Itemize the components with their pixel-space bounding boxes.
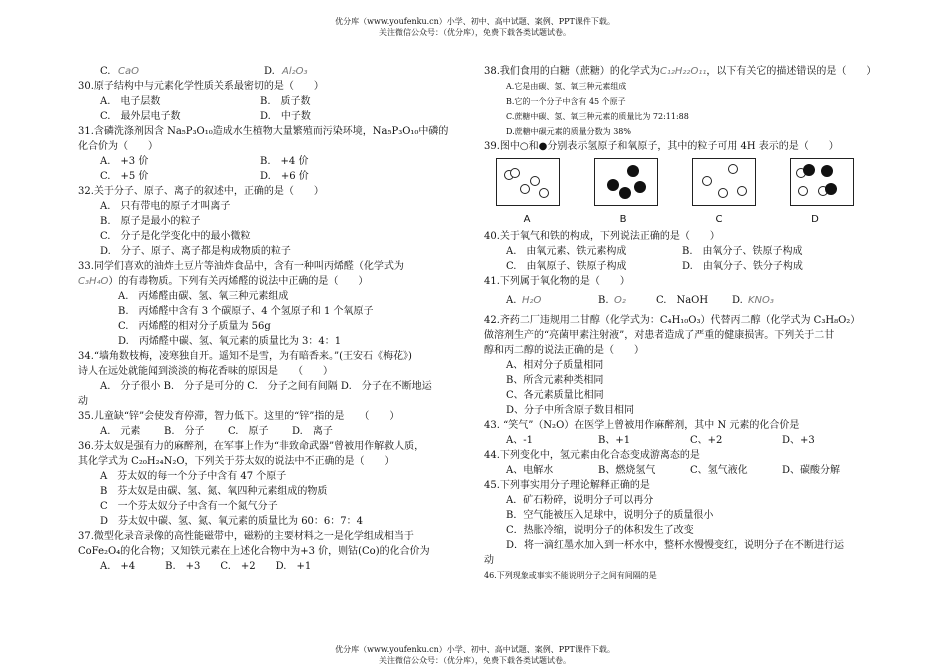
q40-options-cd [484, 259, 882, 274]
q42-option-b: B、所含元素种类相同 [506, 375, 604, 386]
q45-option-c: C．热胀冷缩，说明分子的体积发生了改变 [506, 525, 694, 536]
q44-stem: 44.下列变化中，氢元素由化合态变成游离态的是 [484, 450, 700, 461]
q45-option-a: A．矿石粉碎，说明分子可以再分 [506, 495, 654, 506]
q43-option-a: A、-1 [506, 435, 533, 446]
q41-options [484, 289, 882, 313]
q33-stem-line-2 [78, 274, 476, 289]
q42-stem-line-3: 醇和丙二醇的说法正确的是（ ） [484, 345, 644, 356]
q42-option-a: A、相对分子质量相同 [506, 360, 604, 371]
q35-option-c: C. 原子 [228, 426, 269, 437]
diagram-b-atoms [595, 159, 657, 205]
q44-option-d: D、碳酸分解 [782, 465, 841, 476]
q43-options [484, 433, 882, 448]
q35-stem: 35.儿童缺“锌”会使发育停滞，智力低下。这里的“锌”指的是 （ ） [78, 411, 400, 422]
q38-option-d: D.蔗糖中碳元素的质量分数为 38% [506, 127, 631, 136]
q35-options [78, 424, 476, 439]
q42-option-c: C、各元素质量比相同 [506, 390, 604, 401]
q31-option-b: B. +4 价 [260, 156, 309, 167]
diagram-c-atoms [693, 159, 755, 205]
q36-option-b: B 芬太奴是由碳、氢、氮、氧四种元素组成的物质 [100, 486, 328, 497]
q38-stem-tail: ，以下有关它的描述错误的是（ ） [706, 66, 877, 77]
q39-diagram-b [594, 158, 658, 206]
q38-stem [484, 64, 882, 79]
q38-formula: C₁₂H₂₂O₁₁ [659, 66, 707, 77]
q40-options-ab [484, 244, 882, 259]
q40-option-b: B. 由氧分子、铁原子构成 [682, 246, 803, 257]
q41-b-formula: O₂ [614, 295, 626, 306]
q35-option-b: B. 分子 [164, 426, 205, 437]
q36-option-d: D 芬太奴中碳、氢、氮、氧元素的质量比为 60：6：7：4 [100, 516, 364, 527]
q40-option-c: C. 由氧原子、铁原子构成 [506, 261, 627, 272]
q33-option-c: C. 丙烯醛的相对分子质量为 56g [118, 321, 271, 332]
q39-label-c: C [715, 214, 723, 225]
q37-stem-line-1: 37.微型化录音录像的高性能磁带中，磁粉的主要材料之一是化学组成相当于 [78, 531, 414, 542]
q32-option-a: A. 只有带电的原子才叫离子 [100, 201, 231, 212]
q42-option-d: D、分子中所含原子数目相同 [506, 405, 635, 416]
q31-options-cd [78, 169, 476, 184]
header-line-2: 关注微信公众号：（优分库），免费下载各类试题试卷。 [379, 28, 571, 37]
q39-label-a: A [523, 214, 531, 225]
q45-option-d-wrap: 动 [484, 555, 494, 566]
q29-c-formula: CaO [118, 66, 139, 77]
q46-stem: 46.下列现象或事实不能说明分子之间有间隔的是 [484, 571, 657, 580]
page-header [0, 16, 950, 38]
q30-stem: 30.原子结构中与元素化学性质关系最密切的是（ ） [78, 81, 324, 92]
q30-options-ab [78, 94, 476, 109]
q38-option-c: C.蔗糖中碳、氢、氧三种元素的质量比为 72:11:88 [506, 112, 689, 121]
header-line-1: 优分库（www.youfenku.cn）小学、初中、高中试题、案例、PPT课件下载。 [335, 17, 615, 26]
q41-b-label: B. [598, 295, 609, 306]
q33-option-a: A. 丙烯醛由碳、氢、氧三种元素组成 [118, 291, 289, 302]
q31-stem-line-2: 化合价为（ ） [78, 141, 158, 152]
q34-stem-line-1: 34.“墙角数枝梅，凌寒独自开。遥知不是雪，为有暗香来。”(王安石《梅花》) [78, 351, 412, 362]
q41-a-formula: H₂O [522, 295, 542, 306]
q40-option-a: A. 由氧元素、铁元素构成 [506, 246, 627, 257]
q36-option-a: A 芬太奴的每一个分子中含有 47 个原子 [100, 471, 287, 482]
q38-option-b: B.它的一个分子中含有 45 个原子 [506, 97, 626, 106]
q33-option-b: B. 丙烯醛中含有 3 个碳原子、4 个氢原子和 1 个氧原子 [118, 306, 374, 317]
q43-option-c: C、+2 [690, 435, 723, 446]
q40-option-d: D. 由氧分子、铁分子构成 [682, 261, 803, 272]
q39-diagram-c [692, 158, 756, 206]
q39-label-d: D [811, 214, 819, 225]
right-column [484, 64, 882, 583]
q41-d-formula: KNO₃ [748, 295, 774, 306]
diagram-d-atoms [791, 159, 853, 205]
footer-line-2: 关注微信公众号：（优分库），免费下载各类试题试卷。 [379, 656, 571, 665]
q33-formula: C₃H₄O [78, 276, 109, 287]
q30-options-cd [78, 109, 476, 124]
q32-option-c: C. 分子是化学变化中的最小微粒 [100, 231, 251, 242]
q29-c-label: C. [100, 66, 111, 77]
q41-option-c: C. NaOH [656, 295, 709, 306]
q36-stem-line-2: 其化学式为 C₂₀H₂₄N₂O，下列关于芬太奴的说法中不正确的是（ ） [78, 456, 395, 467]
q30-option-d: D. 中子数 [260, 111, 311, 122]
q45-option-b: B．空气能被压入足球中，说明分子的质量很小 [506, 510, 714, 521]
q33-stem-line-1: 33.同学们喜欢的油炸土豆片等油炸食品中，含有一种叫丙烯醛（化学式为 [78, 261, 404, 272]
q35-option-a: A. 元素 [100, 426, 141, 437]
q42-stem-line-2: 做溶剂生产的“亮菌甲素注射液”，对患者造成了严重的健康损害。下列关于二甘 [484, 330, 835, 341]
q31-stem-line-1: 31.含磷洗涤剂因含 Na₅P₃O₁₀造成水生植物大量繁殖而污染环境，Na₅P₃O₁₀中磷的 [78, 126, 449, 137]
q45-stem: 45.下列事实用分子理论解释正确的是 [484, 480, 650, 491]
diagram-a-atoms [497, 159, 559, 205]
q44-option-b: B、燃烧氢气 [598, 465, 656, 476]
q37-stem-line-2: CoFe₂O₄的化合物；又知铁元素在上述化合物中为+3 价，则钴(Co)的化合价为 [78, 546, 430, 557]
q44-options [484, 463, 882, 478]
q31-options-ab [78, 154, 476, 169]
q30-option-b: B. 质子数 [260, 96, 311, 107]
q30-option-a: A. 电子层数 [100, 96, 161, 107]
q31-option-a: A. +3 价 [100, 156, 149, 167]
q33-option-d: D. 丙烯醛中碳、氢、氧元素的质量比为 3：4：1 [118, 336, 342, 347]
q41-d-label: D. [732, 295, 743, 306]
q34-options: A. 分子很小 B. 分子是可分的 C. 分子之间有间隔 D. 分子在不断地运 [100, 381, 432, 392]
q37-options: A. +4 B. +3 C. +2 D. +1 [100, 561, 312, 572]
q33-stem-tail: ）的有毒物质。下列有关丙烯醛的说法中正确的是（ ） [108, 276, 369, 287]
q29-options-cd [78, 64, 476, 79]
q31-option-d: D. +6 价 [260, 171, 309, 182]
footer-line-1: 优分库（www.youfenku.cn）小学、初中、高中试题、案例、PPT课件下载。 [335, 645, 615, 654]
q38-stem-head: 38.我们食用的白糖（蔗糖）的化学式为 [484, 66, 660, 77]
q39-diagram-labels [496, 214, 882, 225]
q44-option-a: A、电解水 [506, 465, 554, 476]
q43-option-d: D、+3 [782, 435, 815, 446]
q43-option-b: B、+1 [598, 435, 631, 446]
q39-diagram-a [496, 158, 560, 206]
q44-option-c: C、氢气液化 [690, 465, 748, 476]
q45-option-d: D．将一滴红墨水加入到一杯水中，整杯水慢慢变红，说明分子在不断进行运 [506, 540, 845, 551]
q35-option-d: D. 离子 [292, 426, 333, 437]
q41-stem: 41.下列属于氧化物的是（ ） [484, 276, 630, 287]
q29-d-label: D. [264, 66, 275, 77]
q29-d-formula: Al₂O₃ [282, 66, 308, 77]
q42-stem-line-1: 42.齐药二厂违规用二甘醇（化学式为：C₄H₁₀O₃）代替丙二醇（化学式为 C₃H₈O₂） [484, 315, 861, 326]
q43-stem: 43. “笑气”（N₂O）在医学上曾被用作麻醉剂，其中 N 元素的化合价是 [484, 420, 800, 431]
q32-option-b: B. 原子是最小的粒子 [100, 216, 201, 227]
q36-stem-line-1: 36.芬太奴是强有力的麻醉剂，在军事上作为“非致命武器”曾被用作解救人质， [78, 441, 425, 452]
q34-stem-line-2: 诗人在远处就能闻到淡淡的梅花香味的原因是 （ ） [78, 366, 333, 377]
q32-option-d: D. 分子、原子、离子都是构成物质的粒子 [100, 246, 291, 257]
q38-option-a: A.它是由碳、氢、氧三种元素组成 [506, 82, 627, 91]
page-footer [0, 644, 950, 666]
q30-option-c: C. 最外层电子数 [100, 111, 181, 122]
q31-option-c: C. +5 价 [100, 171, 149, 182]
q39-stem: 39.图中○和●分别表示氢原子和氧原子，其中的粒子可用 4H 表示的是（ ） [484, 141, 839, 152]
q39-label-b: B [619, 214, 627, 225]
q34-options-wrap: 动 [78, 396, 88, 407]
q41-a-label: A. [506, 295, 517, 306]
left-column [78, 64, 476, 574]
q36-option-c: C 一个芬太奴分子中含有一个氮气分子 [100, 501, 278, 512]
q32-stem: 32.关于分子、原子、离子的叙述中，正确的是（ ） [78, 186, 324, 197]
q39-diagram-row [496, 158, 882, 206]
q40-stem: 40.关于氧气和铁的构成，下列说法正确的是（ ） [484, 231, 720, 242]
q39-diagram-d [790, 158, 854, 206]
